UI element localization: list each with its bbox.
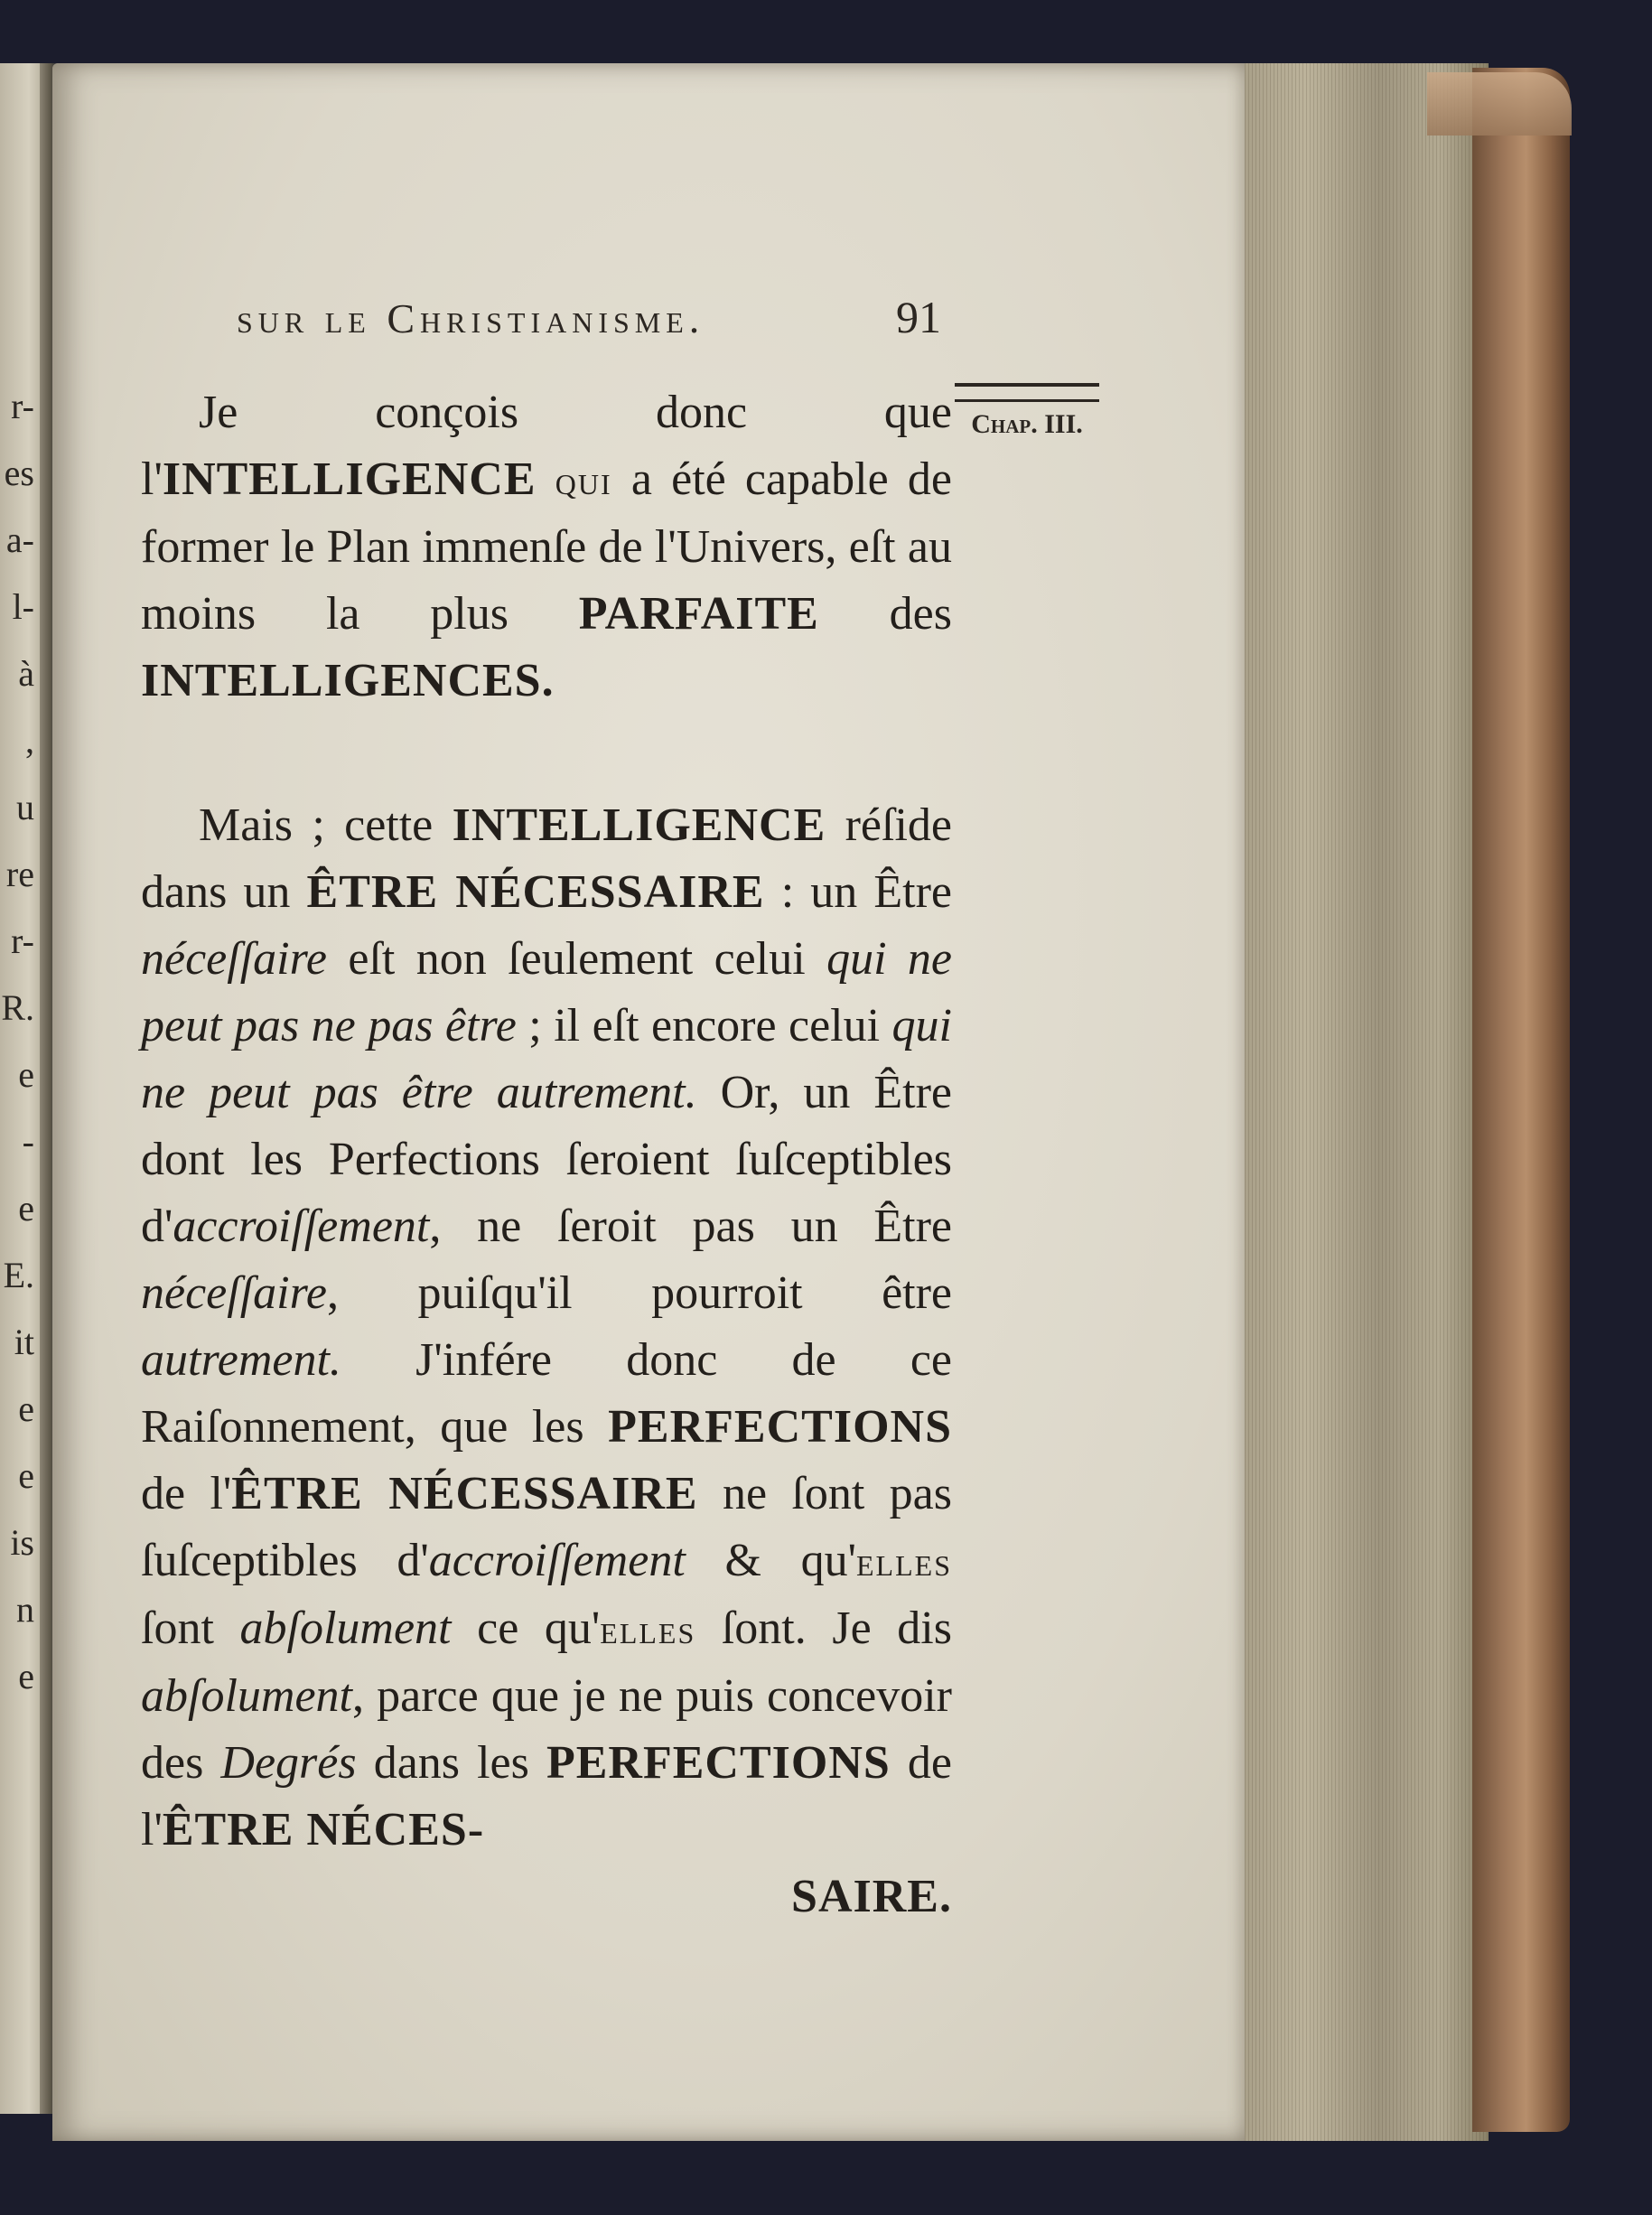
text-run: a été capable de former le Plan immenſe de l'Univers, eſt au moins la plus — [141, 453, 952, 640]
facing-page-fragment: r- — [11, 386, 34, 426]
facing-page-text-fragments — [0, 388, 36, 2014]
italic-term: autrement. — [141, 1334, 341, 1386]
italic-term: néceſſaire — [141, 1267, 327, 1319]
page-number: 91 — [896, 292, 941, 342]
leather-cover-edge — [1472, 68, 1570, 2132]
text-run: & qu' — [685, 1535, 856, 1586]
closed-leaves-fore-edge — [1245, 63, 1489, 2141]
italic-term: accroiſſement — [428, 1535, 686, 1586]
text-run: dans les — [356, 1737, 546, 1789]
final-line — [141, 1864, 952, 1930]
caps-term: ÊTRE NÉCESSAIRE — [306, 866, 765, 918]
facing-page-fragment: a- — [5, 519, 34, 560]
text-run: ſont — [141, 1603, 240, 1654]
facing-page-fragment: re — [5, 854, 34, 894]
text-run: ; il eſt encore celui — [516, 1000, 892, 1051]
italic-term: qui ne peut pas ne pas être — [141, 933, 952, 1051]
running-title: sur le Christianisme. — [237, 295, 705, 341]
text-run: , puiſqu'il pourroit être — [326, 1267, 952, 1319]
running-head — [237, 291, 941, 354]
facing-page-fragment: e — [18, 1054, 34, 1095]
facing-page-fragment: E. — [3, 1255, 34, 1295]
caps-term: ÊTRE NÉCES- — [162, 1804, 485, 1855]
facing-page-fragment: l- — [12, 586, 34, 627]
caps-term: INTELLIGENCE — [452, 799, 826, 851]
caps-term: INTELLIGENCE — [162, 453, 537, 505]
text-run: Or, un Être dont les Perfections ſeroient ſuſceptibles d' — [141, 1067, 953, 1252]
facing-page-fragment: u — [16, 787, 34, 827]
text-run: J'infére donc de ce Raiſonnement, que les — [141, 1334, 952, 1453]
caps-term: PERFECTIONS — [608, 1401, 952, 1453]
text-run: , parce que je ne puis concevoir des — [141, 1670, 952, 1789]
paragraph-1 — [141, 379, 952, 715]
italic-term: accroiſſement — [173, 1201, 430, 1252]
small-caps-term: elles — [856, 1538, 952, 1584]
facing-page-fragment: r- — [11, 921, 34, 961]
caps-term: PARFAITE — [578, 588, 819, 640]
text-run: ſont. Je dis — [695, 1603, 952, 1654]
text-run: : un Être — [764, 866, 952, 918]
caps-term: PERFECTIONS — [546, 1737, 891, 1789]
facing-page-fragment: , — [25, 720, 34, 761]
facing-page-fragment: - — [22, 1121, 34, 1162]
facing-page-fragment: it — [14, 1322, 34, 1362]
italic-term: abſolument — [141, 1670, 352, 1722]
facing-page-fragment: e — [18, 1188, 34, 1229]
caps-term: INTELLIGENCES. — [141, 655, 555, 706]
facing-page-fragment: à — [18, 653, 34, 694]
text-run: ne ſont pas ſuſceptibles d' — [141, 1468, 952, 1586]
italic-term: néceſſaire — [141, 933, 327, 985]
text-run: Mais ; cette — [199, 799, 453, 851]
facing-page-fragment: is — [10, 1522, 34, 1563]
small-caps-term: elles — [600, 1606, 696, 1652]
text-run: des — [818, 588, 952, 640]
facing-page-fragment: es — [4, 453, 34, 493]
text-run: eſt non ſeulement celui — [326, 933, 827, 985]
facing-page-fragment: n — [16, 1589, 34, 1630]
facing-page-fragment: e — [18, 1388, 34, 1429]
italic-term: qui ne peut pas être autrement. — [141, 1000, 952, 1118]
text-run: de l' — [141, 1468, 232, 1519]
facing-page-fragment: R. — [1, 987, 34, 1028]
paragraph-2 — [141, 792, 952, 1864]
body-text — [141, 379, 952, 1930]
facing-page-fragment: e — [18, 1656, 34, 1696]
cover-corner — [1427, 72, 1572, 136]
small-caps-term: qui — [555, 457, 612, 503]
italic-term: abſolument — [239, 1603, 452, 1654]
text-run: réſide dans un — [141, 799, 952, 918]
text-run: de l' — [141, 1737, 952, 1855]
marginal-double-rule — [955, 383, 1099, 402]
facing-page-fragment: e — [18, 1455, 34, 1496]
marginal-chapter-label: Chap. III. — [971, 409, 1083, 439]
caps-term: SAIRE. — [791, 1871, 952, 1922]
caps-term: ÊTRE NÉCESSAIRE — [231, 1468, 698, 1519]
text-run: , ne ſeroit pas un Être — [429, 1201, 952, 1252]
text-run: ce qu' — [451, 1603, 601, 1654]
marginal-chapter-note — [950, 383, 1104, 455]
text-run: Je conçois donc que l' — [141, 387, 952, 505]
italic-term: Degrés — [220, 1737, 357, 1789]
